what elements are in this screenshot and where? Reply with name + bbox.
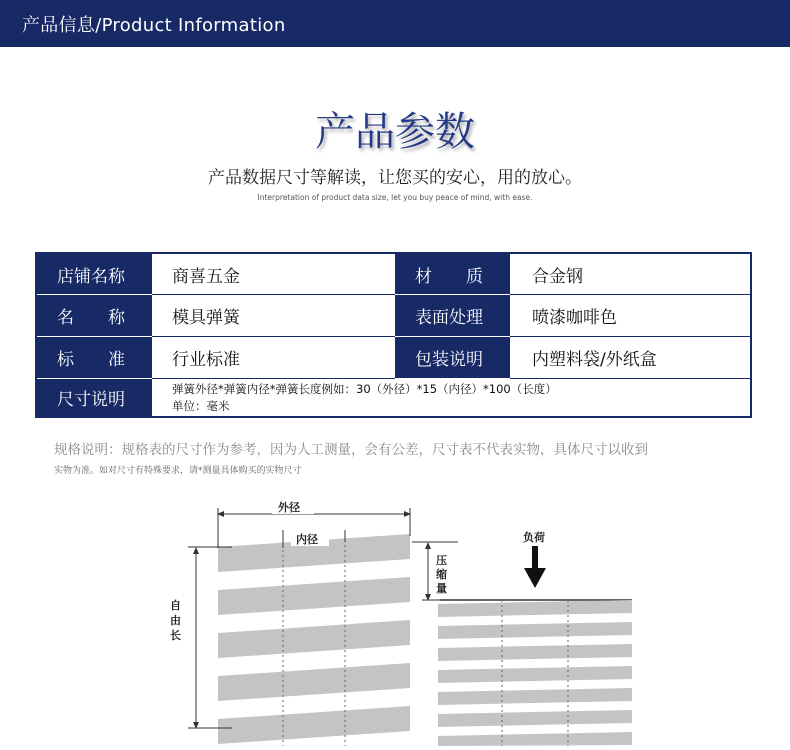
spec-note-line2: 实物为准。如对尺寸有特殊要求，请*测量具体购买的实物尺寸: [54, 466, 302, 476]
spec-value-surface: 喷漆咖啡色: [510, 295, 750, 337]
free-length-char-3: 长: [170, 629, 181, 642]
compression-char-2: 缩: [436, 568, 447, 581]
load-arrow-icon: [532, 546, 538, 570]
spring-compressed-coils: [438, 600, 632, 746]
load-label: 负荷: [523, 531, 545, 544]
spec-label-standard: 标 准: [37, 337, 152, 379]
section-header: [0, 0, 790, 47]
free-length-char-2: 由: [170, 614, 181, 627]
page-subtitle-en: Interpretation of product data size, let you buy peace of mind, with ease.: [257, 193, 533, 202]
spec-label-packing: 包装说明: [395, 337, 510, 379]
page-title: 产品参数: [315, 109, 475, 155]
spec-label-name: 名 称: [37, 295, 152, 337]
free-length-char-1: 自: [170, 599, 181, 612]
spring-diagram: [160, 490, 640, 746]
compression-char-3: 量: [436, 582, 447, 595]
compression-char-1: 压: [436, 554, 447, 567]
section-header-title: 产品信息/Product Information: [22, 15, 286, 36]
page-subtitle: 产品数据尺寸等解读，让您买的安心，用的放心。: [208, 168, 582, 188]
spec-size-line2: 单位：毫米: [172, 398, 230, 413]
spec-label-material: 材 质: [395, 254, 510, 295]
spec-table: [35, 252, 752, 418]
spring-free-coils: [218, 534, 410, 744]
spec-value-shop: 商喜五金: [152, 254, 395, 295]
spec-value-packing: 内塑料袋/外纸盒: [510, 337, 750, 379]
spec-value-material: 合金钢: [510, 254, 750, 295]
spec-size-line1: 弹簧外径*弹簧内径*弹簧长度例如：30（外径）*15（内径）*100（长度）: [172, 381, 557, 396]
spec-value-size: [152, 379, 750, 416]
inner-diameter-label: 内径: [296, 533, 318, 546]
outer-diameter-label: 外径: [278, 501, 300, 514]
spec-value-standard: 行业标准: [152, 337, 395, 379]
spec-label-shop: 店铺名称: [37, 254, 152, 295]
spec-note-line1: 规格说明：规格表的尺寸作为参考，因为人工测量，会有公差，尺寸表不代表实物，具体尺寸以收到: [54, 442, 648, 458]
spec-label-surface: 表面处理: [395, 295, 510, 337]
spec-label-size: 尺寸说明: [37, 379, 152, 416]
spec-value-name: 模具弹簧: [152, 295, 395, 337]
